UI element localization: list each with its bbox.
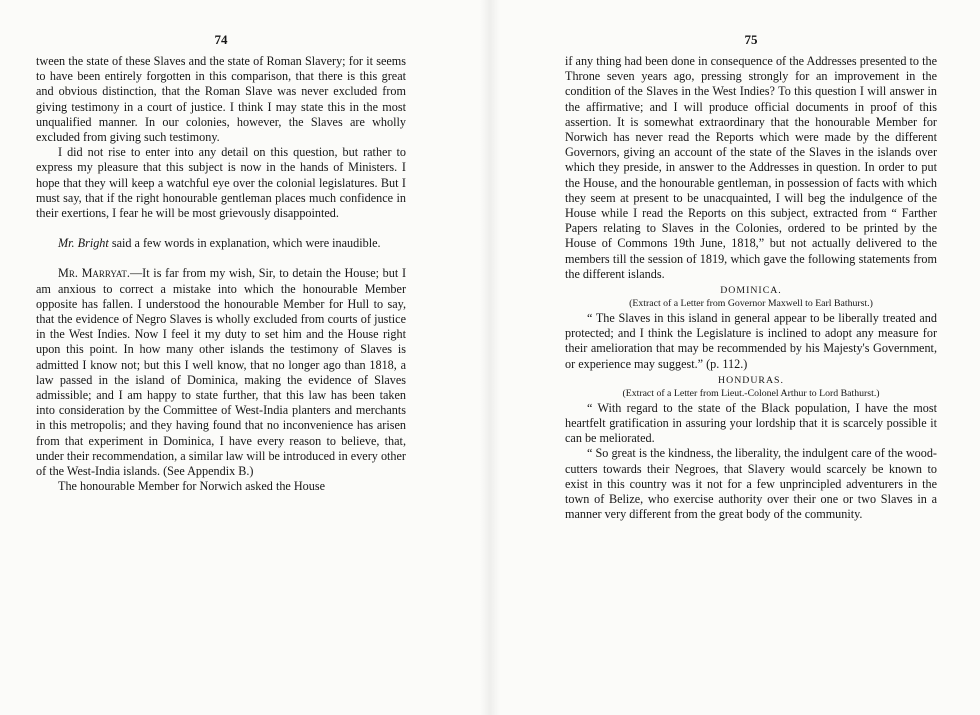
quote-honduras-1: “ With regard to the state of the Black population, I have the most heartfelt gratification in assuring your lordship that it is scarcely possible it can be meliorated.: [565, 400, 937, 446]
quote-dominica: “ The Slaves in this island in general appear to be liberally treated and protected; and I think the Legislature is inclined to adopt any measure for their amelioration that may be recommended by his Majesty's Government, or experience may suggest.” (p. 112.): [565, 311, 937, 371]
heading-dominica: DOMINICA.: [720, 285, 782, 297]
extract-caption-dominica: (Extract of a Letter from Governor Maxwell to Earl Bathurst.): [629, 298, 873, 310]
left-paragraph-5: The honourable Member for Norwich asked the House: [58, 479, 326, 494]
left-paragraph-3: [36, 236, 406, 251]
heading-honduras: HONDURAS.: [718, 374, 784, 386]
book-gutter: [480, 0, 500, 715]
extract-caption-honduras: (Extract of a Letter from Lieut.-Colonel Arthur to Lord Bathurst.): [622, 387, 880, 399]
left-paragraph-4-text: —It is far from my wish, Sir, to detain the House; but I am anxious to correct a mistake into which the honourable Member opposite has fallen. I understood the honourable Member for Hull to say, that the evidence of Negro Slaves is wholly excluded from courts of justice in the West Indies. Now I feel it my duty to set him and the House right upon this point. In how many other islands the testimony of Slaves is admitted I know not; but this I well know, that no longer ago than 1818, a law passed in the island of Dominica, making the evidence of Slaves admissible; and I am happy to state further, that this law has been taken into consideration by the Committee of West-India planters and merchants in this metropolis; and they having found that no inconvenience has arisen from that experiment in Dominica, I have every reason to believe, that, under their recommendation, a similar law will be introduced in every other of the West-India islands. (See Appendix B.): [36, 266, 407, 479]
speaker-marryat: Mr. Marryat.: [58, 266, 130, 281]
right-page: [565, 0, 937, 715]
left-page-body: [36, 54, 406, 494]
left-paragraph-2: I did not rise to enter into any detail on this question, but rather to express my pleasure that this subject is now in the hands of Ministers. I hope that they will keep a watchful eye over the colonial legislatures. But I must say, that if the right honourable gentleman places much confidence in their exertions, I fear he will be most grievously disappointed.: [36, 145, 406, 221]
left-paragraph-1: tween the state of these Slaves and the state of Roman Slavery; for it seems to have been entirely forgotten in this comparison, that there is this great and obvious distinction, that the Roman Slave was never excluded from giving testimony in a court of justice. I think I may state this in the most unqualified manner. In our colonies, however, the Slaves are wholly excluded from giving such testimony.: [36, 54, 406, 145]
left-paragraph-4: [36, 266, 406, 479]
right-paragraph-1: if any thing had been done in consequence of the Addresses presented to the Throne seven years ago, pressing strongly for an improvement in the condition of the Slaves in the West Indies? To this question I will answer in the affirmative; and I will produce official documents in proof of this assertion. It is somewhat extraordinary that the honourable Member for Norwich has never read the Reports which were made by the different Governors, giving an account of the state of the Slaves in the islands over which they preside, in answer to the Addresses in question. In order to put the House, and the honourable gentleman, in possession of facts with which they seem at present to be unacquainted, I will beg the indulgence of the House while I read the Reports on this subject, extracted from “ Farther Papers relating to Slaves in the Colonies, ordered to be printed by the House of Commons 19th June, 1818,” but not actually delivered to the members till the session of 1819, which gave the following statements from the different islands.: [565, 54, 937, 281]
speaker-bright: Mr. Bright: [58, 236, 109, 251]
page-number-left: 74: [214, 32, 228, 47]
left-paragraph-3-text: said a few words in explanation, which were inaudible.: [108, 236, 381, 251]
quote-honduras-2: “ So great is the kindness, the liberality, the indulgent care of the wood-cutters towards their Negroes, that Slavery would scarcely be known to exist in this country was it not for a few unprincipled adventurers in the town of Belize, who exercise authority over their one or two Slaves in a manner very different from the great body of the community.: [565, 446, 937, 522]
right-page-body: [565, 54, 937, 522]
page-number-right: 75: [744, 32, 758, 47]
left-page: [36, 0, 406, 715]
